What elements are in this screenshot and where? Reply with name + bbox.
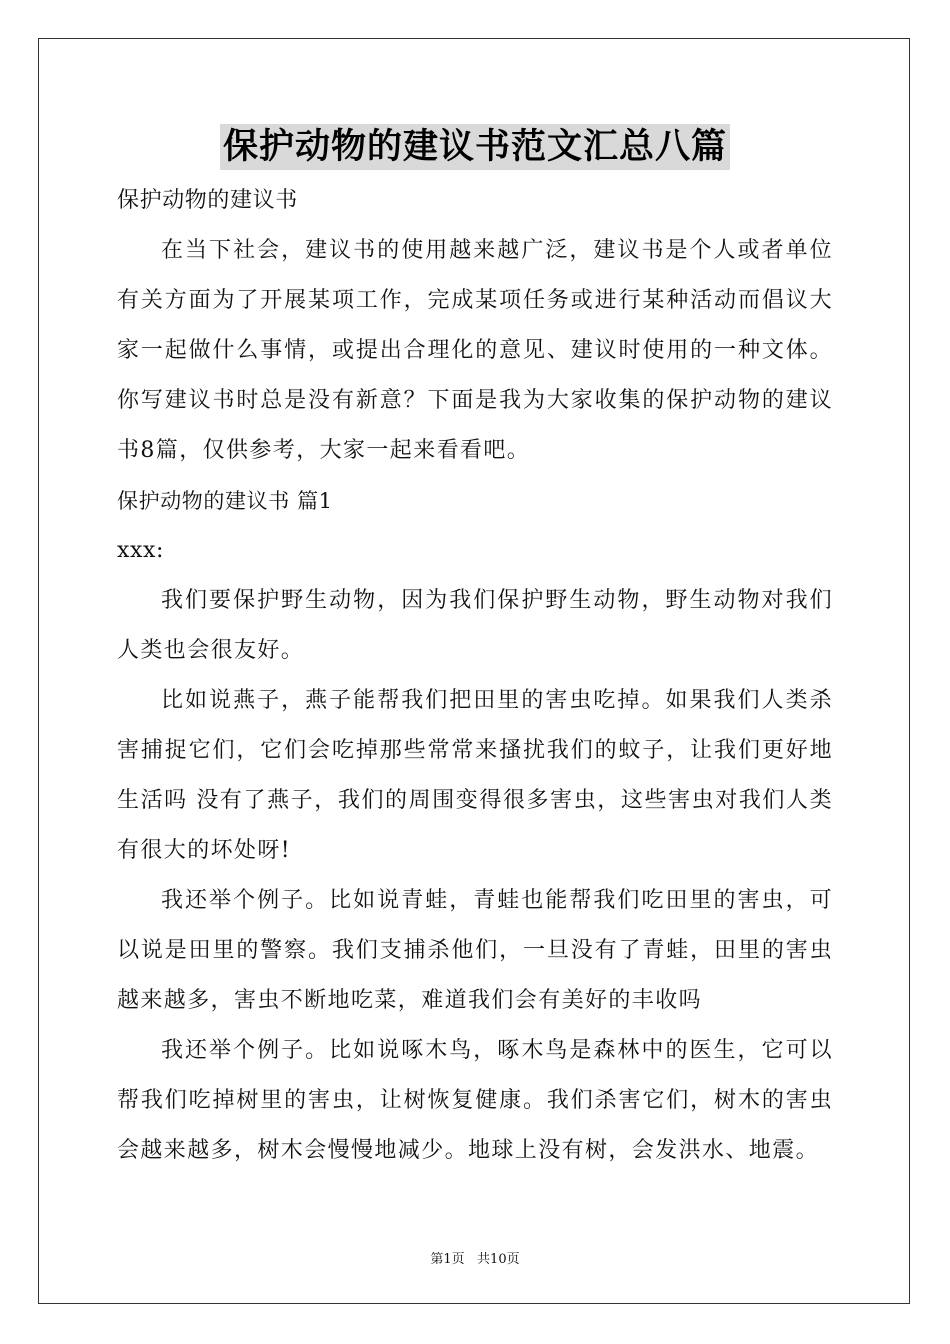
document-body (117, 176, 833, 1176)
intro-paragraph: 在当下社会，建议书的使用越来越广泛，建议书是个人或者单位有关方面为了开展某项工作，完成某项任务或进行某种活动而倡议大家一起做什么事情，或提出合理化的意见、建议时使用的一种文体。你写建议书时总是没有新意？下面是我为大家收集的保护动物的建议书8篇，仅供参考，大家一起来看看吧。 (117, 238, 833, 463)
document-subtitle: 保护动物的建议书 (117, 188, 298, 213)
title-container (0, 124, 950, 170)
body-paragraph-2: 比如说燕子，燕子能帮我们把田里的害虫吃掉。如果我们人类杀害捕捉它们，它们会吃掉那些常常来搔扰我们的蚊子，让我们更好地生活吗 没有了燕子，我们的周围变得很多害虫，这些害虫对我们人类有很大的坏处呀! (117, 688, 833, 863)
page-number-footer: 第1页 共10页 (430, 1252, 520, 1267)
body-paragraph-4: 我还举个例子。比如说啄木鸟，啄木鸟是森林中的医生，它可以帮我们吃掉树里的害虫，让树恢复健康。我们杀害它们，树木的害虫会越来越多，树木会慢慢地减少。地球上没有树，会发洪水、地震。 (117, 1038, 833, 1163)
section-heading: 保护动物的建议书 篇1 (117, 489, 333, 513)
body-paragraph-1: 我们要保护野生动物，因为我们保护野生动物，野生动物对我们人类也会很友好。 (117, 588, 833, 663)
body-paragraph-3: 我还举个例子。比如说青蛙，青蛙也能帮我们吃田里的害虫，可以说是田里的警察。我们支捕杀他们，一旦没有了青蛙，田里的害虫越来越多，害虫不断地吃菜，难道我们会有美好的丰收吗 (117, 888, 833, 1013)
document-title: 保护动物的建议书范文汇总八篇 (220, 124, 730, 170)
salutation: xxx: (117, 538, 165, 563)
